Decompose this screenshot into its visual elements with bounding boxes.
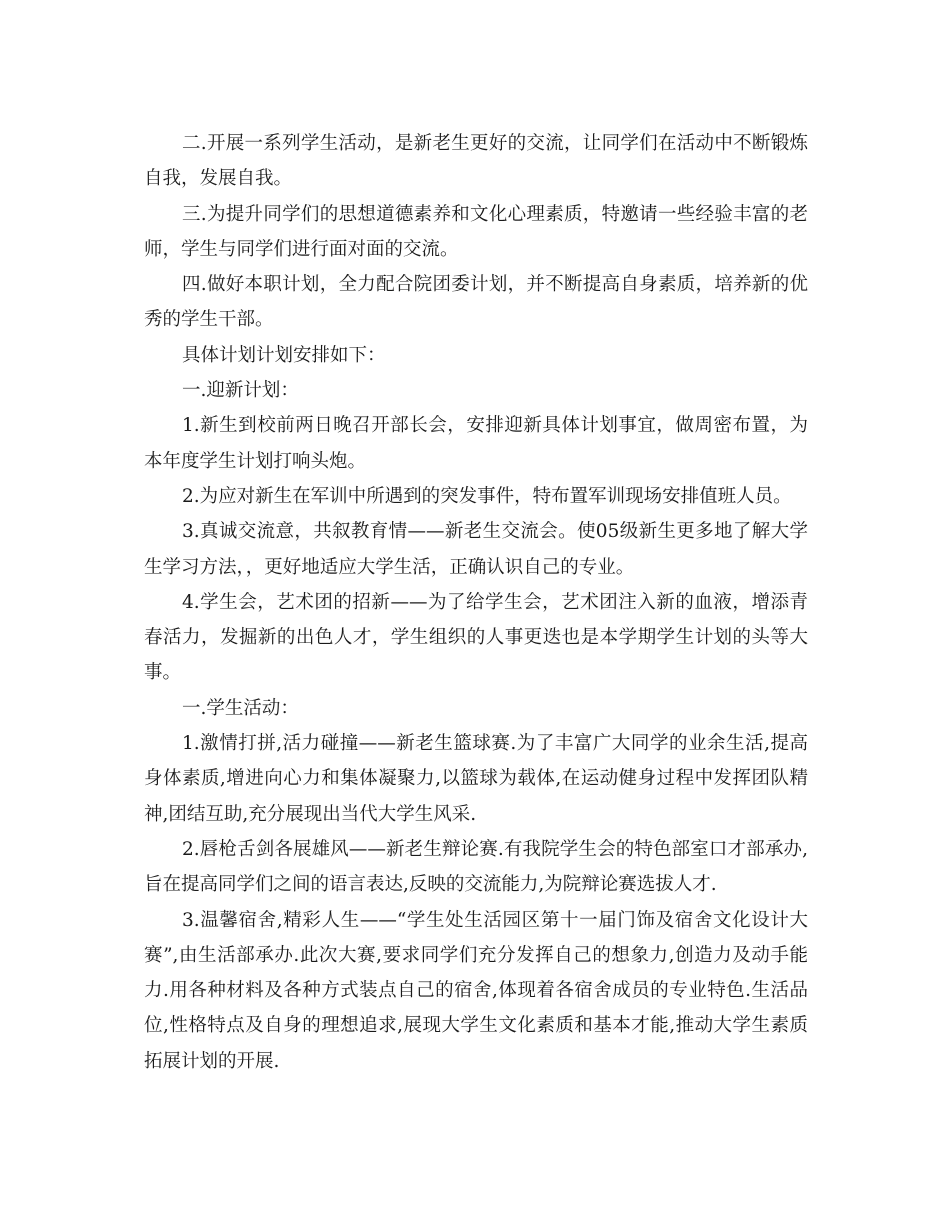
paragraph: 2.为应对新生在军训中所遇到的突发事件，特布置军训现场安排值班人员。 (182, 485, 792, 507)
paragraph: 四.做好本职计划，全力配合院团委计划，并不断提高自身素质，培养新的优秀的学生干部。 (144, 274, 808, 331)
section-heading: 一.迎新计划： (182, 380, 299, 402)
section-heading: 一.学生活动： (182, 697, 299, 719)
paragraph: 三.为提升同学们的思想道德素养和文化心理素质，特邀请一些经验丰富的老师，学生与同学们进行面对面的交流。 (144, 203, 808, 260)
paragraph: 二.开展一系列学生活动，是新老生更好的交流，让同学们在活动中不断锻炼自我，发展自我。 (144, 133, 808, 190)
document-body (144, 126, 808, 1079)
paragraph: 1.新生到校前两日晚召开部长会，安排迎新具体计划事宜，做周密布置，为本年度学生计划打响头炮。 (144, 415, 808, 472)
paragraph: 4.学生会，艺术团的招新——为了给学生会，艺术团注入新的血液，增添青春活力，发掘新的出色人才，学生组织的人事更迭也是本学期学生计划的头等大事。 (144, 591, 808, 684)
paragraph: 3.真诚交流意，共叙教育情——新老生交流会。使05级新生更多地了解大学生学习方法，，更好地适应大学生活，正确认识自己的专业。 (144, 521, 808, 578)
paragraph: 2.唇枪舌剑各展雄风——新老生辩论赛.有我院学生会的特色部室口才部承办,旨在提高同学们之间的语言表达,反映的交流能力,为院辩论赛选拔人才. (144, 838, 808, 896)
paragraph: 3.温馨宿舍,精彩人生——“学生处生活园区第十一届门饰及宿舍文化设计大赛”,由生活部承办.此次大赛,要求同学们充分发挥自己的想象力,创造力及动手能力.用各种材料及各种方式装点自己的宿舍,体现着各宿舍成员的专业特色.生活品位,性格特点及自身的理想追求,展现大学生文化素质和基本才能,推动大学生素质拓展计划的开展. (144, 909, 808, 1072)
paragraph: 1.激情打拼,活力碰撞——新老生篮球赛.为了丰富广大同学的业余生活,提高身体素质,增进向心力和集体凝聚力,以篮球为载体,在运动健身过程中发挥团队精神,团结互助,充分展现出当代大学生风采. (144, 733, 808, 825)
paragraph: 具体计划计划安排如下： (182, 344, 386, 366)
